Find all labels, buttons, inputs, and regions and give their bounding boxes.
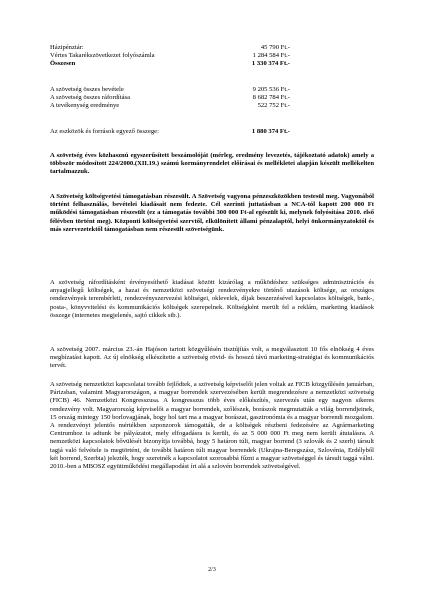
paragraph-text: A Szövetség költségvetési támogatásban részesült. A Szövetség vagyona pénzeszközökben testesül meg. Vagyonából történt felhasználás, bevételei kiadásait nem fedezte. Cél szerinti juttatásban a NCA-tól kapott 200 000 Ft működési támogatásban részesült (ez a támogatás további 300 000 Ft-al egészült ki, melynek folyósítása 2010. első félévben történt meg). Központi költségvetési szervtől, elkülönített állami pénzalaptól, helyi önkormányzatoktól és más szervezetektől támogatásban nem részesült szövetségünk. [50,193,374,233]
cash-total-row [50,60,290,68]
paragraph-text: A szövetség nemzetközi kapcsolatai tovább fejlődtek, a szövetség képviselői jelen voltak az FICB közgyűlésén januárban, Párizsban, valamint Magyarországon, a magyar borrendek szervezésében került megrendezésre a nemzetközi szövetség (FICB) 46. Nemzetközi Kongresszusa. A kongresszus több éves előkészítés, szervezés után egy nagyon sikeres rendezvény volt. Magyarország képviselői a magyar borrendek, szőlészek, borászok megmutatták a világ borrendjeinek, 15 ország mintegy 150 borlovagjának, hogy hol tart ma a magyar borászat, gasztronómia és a magyar borrendi mozgalom. A rendezvényt jelentős mértékben szponzorok támogatták, de a költségek részbeni fedezésére az Agrármarketing Centrumhoz is adtunk be pályázatot, mely elfogadásra is került, és az 5 000 000 Ft meg nem került átutalásra. A nemzetközi kapcsolatok bővülését bizonyítja továbbá, hogy 5 határon túli, magyar borrend (3 szlovák és 2 szerb) társult tagjá való felvétele is megtörtént, de további határon túli magyar borrendek (Ukrajna-Beregszász, Szlovénia, Erdélyből két borrend, Szerbia) jelezték, hogy szeretnék a kapcsolatot szorosabbá fűzni a magyar szövetséggel és társult taggá válni. 2010.-ben a MBOSZ együttműködési megállapodást írt alá a szlovén borrendek szövetségével. [50,381,374,471]
cash-row [50,52,290,60]
general-assembly-paragraph [50,346,374,371]
international-relations-paragraph [50,381,374,471]
result-row-value: 9 205 536 Ft.- [252,86,290,93]
cash-row-value: 45 790 Ft.- [260,44,290,51]
paragraph-text: A szövetség éves közhasznú egyszerűsített beszámolóját (mérleg, eredmény levezetés, tájékoztató adatok) amely a többször módosított 224/2000.(XII.19.) számú kormányrendelet előírásai és mellékletei alapján készült mellékelten tartalmazzuk. [50,152,374,176]
result-row [50,94,290,102]
funding-paragraph [50,193,374,234]
balance-total-row [50,128,290,136]
cash-summary [50,44,290,69]
result-summary [50,86,290,111]
cash-row-label: Házipénztár: [50,44,84,51]
result-row [50,102,290,110]
balance-total-value: 1 880 374 Ft.- [251,128,290,135]
paragraph-text: A szövetség ráfordításként érvényesíthető kiadásai között kizárólag a működéshez szükséges adminisztrációs és anyagjellegű költségek, a hazai és nemzetközi szövetségi rendezvényekre történő utazások költsége, az országos rendezvények terembérleti, rendezvényszervezési költségei, oklevelek, díjak beszerzésével kapcsolatos költségek, bank-, posta-, könyvvitelési és kommunikációs költségek szerepelnek. Költségként merült fel a reklám, marketing kiadások összege (internetes megjelenés, sajtó cikkek stb.). [50,279,374,319]
cash-row-value: 1 284 584 Ft.- [252,52,290,60]
cash-row [50,44,290,52]
cash-total-label: Összesen [50,60,76,68]
balance-total [50,128,290,136]
result-row-value: 522 752 Ft.- [257,102,290,110]
result-row-label: A tevékenység eredménye [50,102,120,110]
result-row [50,86,290,94]
page-number: 2/3 [208,567,216,573]
cash-row-label: Vértes Takarékszövetkezet folyószámla [50,52,155,60]
cash-total-value: 1 330 374 Ft.- [251,60,290,68]
result-row-value: 8 682 784 Ft.- [252,94,290,102]
paragraph-text: A szövetség 2007. március 23.-án Hajóson tartott közgyűlésén tisztújítás volt, a megválasztott 10 fős elnökség 4 éves megbízatást kapott. Az új elnökség elkészítette a szövetség rövid- és hosszú távú marketing-stratégiai és kommunikációs tervét. [50,346,374,370]
result-row-label: A szövetség összes ráfordítása [50,94,131,102]
result-row-label: A szövetség összes bevétele [50,86,124,93]
balance-total-label: Az eszközök és források egyező összege: [50,128,159,135]
report-intro-paragraph [50,152,374,177]
expenses-paragraph [50,279,374,320]
